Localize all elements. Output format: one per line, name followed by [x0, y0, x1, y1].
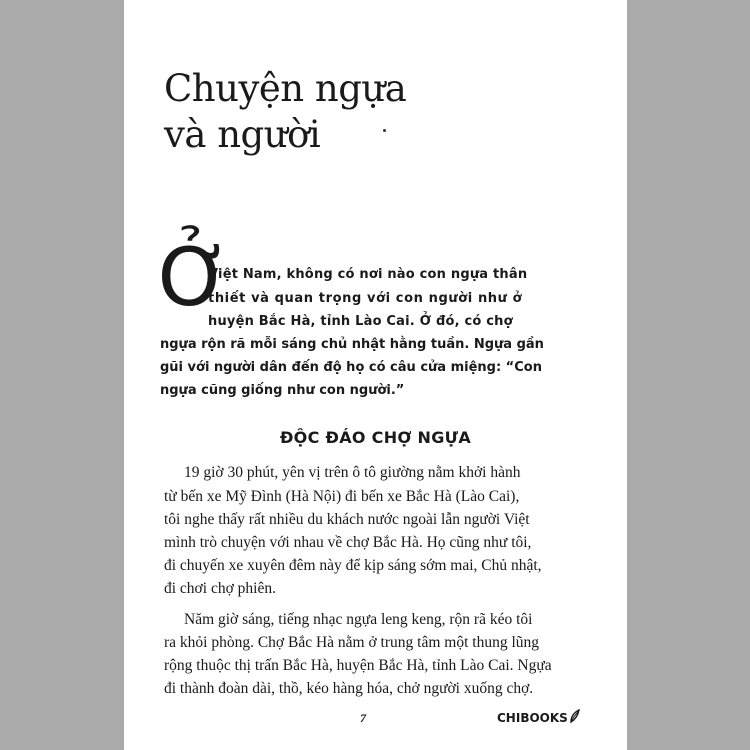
paragraph-2-line: Năm giờ sáng, tiếng nhạc ngựa leng keng, rộn rã kéo tôi — [184, 611, 533, 628]
chapter-title-line-1: Chuyện ngựa — [164, 67, 407, 110]
page-number: 7 — [360, 711, 366, 725]
section-heading: ĐỘC ĐÁO CHỢ NGỰA — [279, 428, 472, 447]
lead-line: ngựa rộn rã mỗi sáng chủ nhật hằng tuần. Ngựa gần — [160, 337, 544, 352]
paragraph-1-line: đi chơi chợ phiên. — [164, 580, 276, 597]
publisher-logo — [497, 709, 581, 726]
paragraph-1-line: mình trò chuyện với nhau về chợ Bắc Hà. Họ cũng như tôi, — [164, 534, 532, 551]
paragraph-1-line: tôi nghe thấy rất nhiều du khách nước ngoài lẫn người Việt — [164, 511, 530, 528]
publisher-name: CHIBOOKS — [497, 710, 568, 725]
paragraph-2-line: đi thành đoàn dài, thồ, kéo hàng hóa, chở người xuống chợ. — [164, 680, 534, 697]
print-speck — [383, 129, 386, 132]
chapter-title-line-2: và người — [164, 113, 321, 156]
leaf-icon — [569, 709, 581, 726]
right-margin-background — [627, 0, 750, 750]
left-margin-background — [0, 0, 124, 750]
paragraph-2-line: ra khỏi phòng. Chợ Bắc Hà nằm ở trung tâm một thung lũng — [164, 634, 539, 651]
lead-line: Việt Nam, không có nơi nào con ngựa thân — [208, 267, 528, 282]
lead-line: huyện Bắc Hà, tỉnh Lào Cai. Ở đó, có chợ — [208, 314, 513, 329]
paragraph-2-line: rộng thuộc thị trấn Bắc Hà, huyện Bắc Hà, tỉnh Lào Cai. Ngựa — [164, 657, 552, 674]
paragraph-1-line: 19 giờ 30 phút, yên vị trên ô tô giường nằm khởi hành — [184, 464, 521, 481]
book-page — [124, 0, 627, 750]
lead-line: thiết và quan trọng với con người như ở — [208, 291, 523, 306]
lead-line: gũi với người dân đến độ họ có câu cửa miệng: “Con — [160, 360, 542, 375]
drop-cap: Ở — [158, 231, 232, 324]
lead-line: ngựa cũng giống như con người.” — [160, 383, 405, 398]
chapter-title — [164, 66, 604, 158]
paragraph-1-line: từ bến xe Mỹ Đình (Hà Nội) đi bến xe Bắc Hà (Lào Cai), — [164, 488, 520, 505]
paragraph-1-line: đi chuyến xe xuyên đêm này để kịp sáng sớm mai, Chủ nhật, — [164, 557, 542, 574]
